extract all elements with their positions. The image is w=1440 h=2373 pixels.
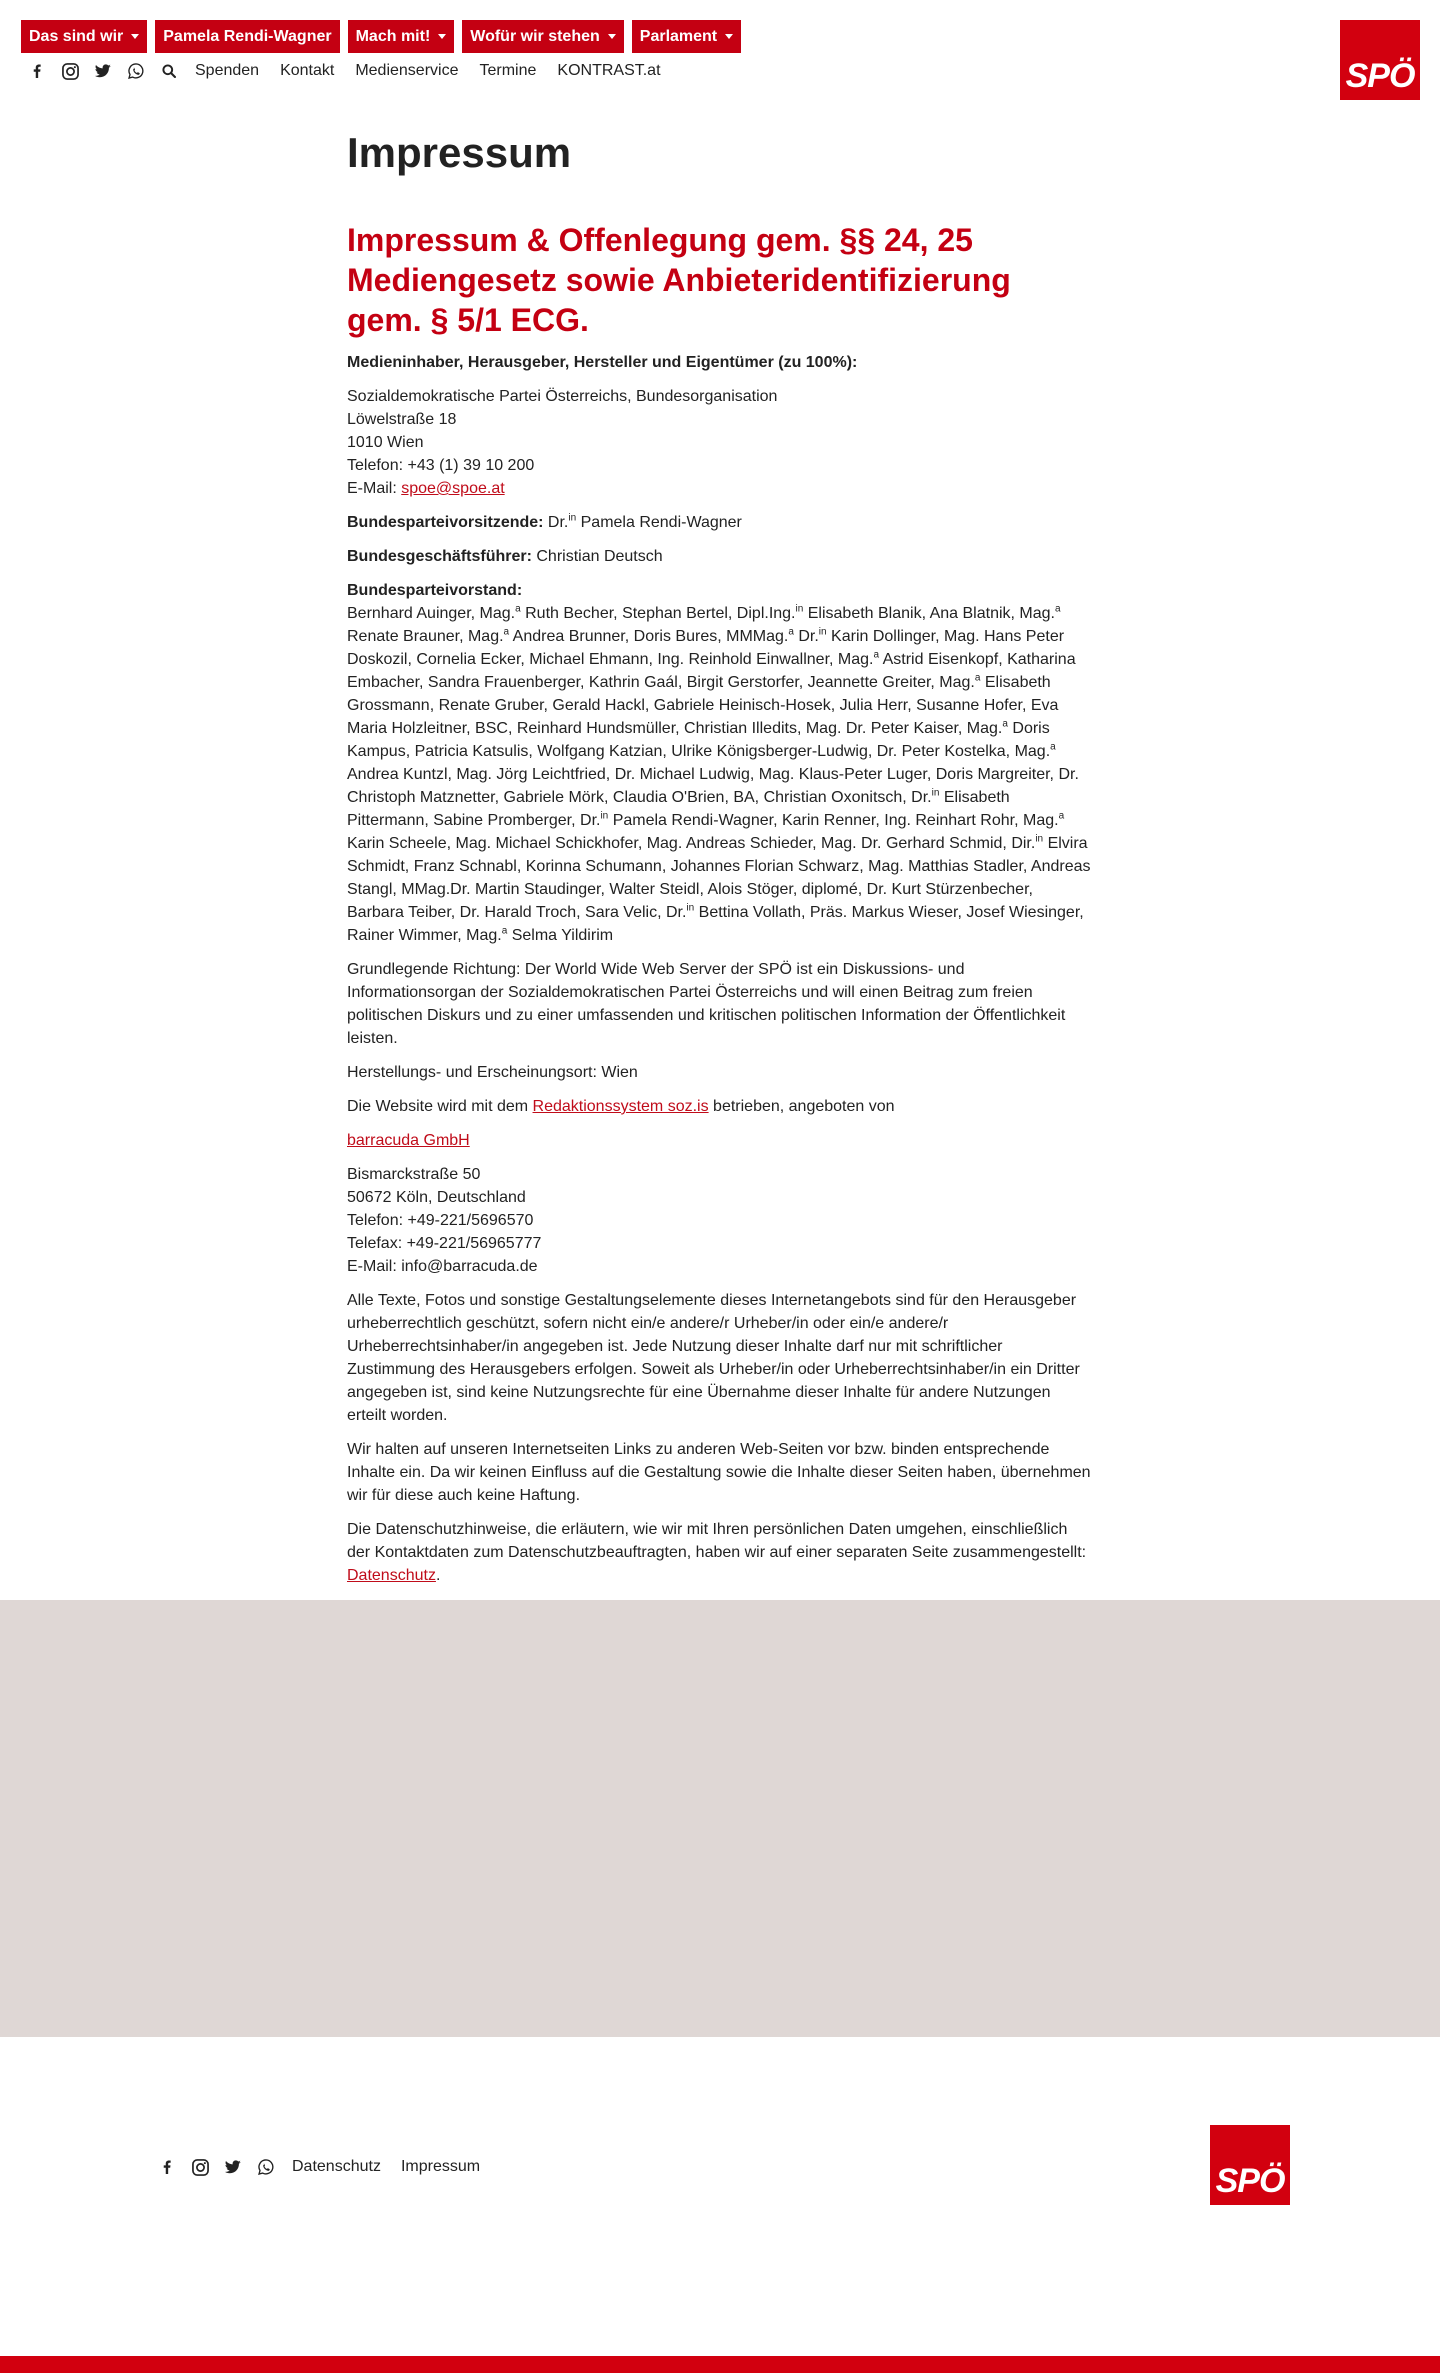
privacy-end: .: [435, 1567, 441, 1584]
board-member-text: Elisabeth Blanik, Ana Blatnik, Mag.: [803, 605, 1055, 622]
board-title-sup: in: [1035, 833, 1044, 845]
board-title-sup: a: [501, 925, 508, 937]
owner-heading: [347, 351, 1093, 374]
board-member-text: Pamela Rendi-Wagner, Karin Renner, Ing. Reinhart Rohr, Mag.: [608, 812, 1059, 829]
board-title-sup: a: [503, 626, 510, 638]
board-label: Bundesparteivorstand:: [347, 582, 523, 599]
caret-down-icon: [725, 34, 733, 39]
operator-post: betrieben, angeboten von: [708, 1098, 895, 1115]
whatsapp-icon[interactable]: [256, 2157, 276, 2177]
copyright-text: Alle Texte, Fotos und sonstige Gestaltungselemente dieses Internetangebots sind für den Herausgeber urheberrechtlich geschützt, sofern nicht ein/e andere/r Urheber/in oder ein/e andere/r Urheberrechtsinhaber/in angegeben ist. Jede Nutzung dieser Inhalte darf nur mit schriftlicher Zustimmung des Herausgebers erfolgen. Soweit als Urheber/in oder Urheberrechtsinhaber/in ein Dritter angegeben ist, sind keine Nutzungsrechte für eine Übernahme dieser Inhalte für andere Nutzungen erteilt worden.: [347, 1292, 1080, 1424]
board-member-text: Renate Brauner, Mag.: [347, 628, 504, 645]
company-fax: Telefax: +49-221/56965777: [347, 1235, 542, 1252]
address-phone: Telefon: +43 (1) 39 10 200: [347, 457, 535, 474]
privacy-text: [347, 1518, 1093, 1587]
company-address: [347, 1163, 1093, 1278]
facebook-icon[interactable]: [27, 61, 47, 81]
footer-navigation: [157, 2157, 480, 2177]
board-title-sup: a: [788, 626, 794, 638]
board-member-text: Dr.: [793, 628, 819, 645]
chair-name: Pamela Rendi-Wagner: [576, 514, 742, 531]
search-icon[interactable]: [159, 61, 179, 81]
party-manager: [347, 545, 1093, 568]
chair-prefix: Dr.: [543, 514, 569, 531]
board-member-text: Ruth Becher, Stephan Bertel, Dipl.Ing.: [520, 605, 796, 622]
address-city: 1010 Wien: [347, 434, 424, 451]
whatsapp-icon[interactable]: [126, 61, 146, 81]
manager-name: Christian Deutsch: [531, 548, 663, 565]
nav-label: Mach mit!: [355, 28, 431, 45]
nav-pamela-rendi-wagner[interactable]: [155, 20, 339, 53]
address-email-label: E-Mail:: [347, 480, 402, 497]
board-title-sup: a: [515, 603, 521, 615]
nav-label: Wofür wir stehen: [470, 28, 600, 45]
link-termine[interactable]: Termine: [479, 62, 537, 79]
address-org: Sozialdemokratische Partei Österreichs, Bundesorganisation: [347, 388, 778, 405]
twitter-icon[interactable]: [223, 2157, 243, 2177]
place-text: Herstellungs- und Erscheinungsort: Wien: [347, 1064, 638, 1081]
link-spenden[interactable]: Spenden: [195, 62, 260, 79]
board-member-text: Karin Scheele, Mag. Michael Schickhofer, Mag. Andreas Schieder, Mag. Dr. Gerhard Schmid, Dir.: [347, 835, 1036, 852]
link-kontrast[interactable]: KONTRAST.at: [557, 62, 661, 79]
address-street: Löwelstraße 18: [347, 411, 457, 428]
caret-down-icon: [131, 34, 139, 39]
bottom-red-bar: [0, 2356, 1440, 2373]
spoe-logo[interactable]: [1340, 20, 1420, 100]
secondary-links: [195, 62, 661, 80]
company-city: 50672 Köln, Deutschland: [347, 1189, 526, 1206]
board-member-text: Elisabeth Pittermann, Sabine Promberger, Dr.: [347, 789, 1010, 829]
secondary-navigation: [27, 61, 661, 81]
logo-text: SPÖ: [1215, 2162, 1285, 2200]
board-title-sup: a: [1058, 810, 1065, 822]
board-title-sup: a: [974, 672, 981, 684]
company-email: E-Mail: info@barracuda.de: [347, 1258, 538, 1275]
privacy-intro: Die Datenschutzhinweise, die erläutern, wie wir mit Ihren persönlichen Daten umgehen, einschließlich der Kontaktdaten zum Datenschutzbeauftragten, haben wir auf einer separaten Seite zusammengestellt:: [347, 1521, 1087, 1561]
footer-spoe-logo[interactable]: [1210, 2125, 1290, 2205]
main-content: [347, 128, 1093, 1587]
board-title-sup: a: [1050, 741, 1056, 753]
board-title-sup: a: [873, 649, 880, 661]
logo-text: SPÖ: [1345, 57, 1415, 95]
nav-mach-mit[interactable]: [348, 20, 455, 53]
board-title-sup: in: [686, 902, 695, 914]
links-disclaimer: Wir halten auf unseren Internetseiten Links zu anderen Web-Seiten vor bzw. binden entsprechende Inhalte ein. Da wir keinen Einfluss auf die Gestaltung sowie die Inhalte dieser Seiten haben, übernehmen wir für diese auch keine Haftung.: [347, 1441, 1091, 1504]
board-member-text: Doris Kampus, Patricia Katsulis, Wolfgang Katzian, Ulrike Königsberger-Ludwig, Dr. Peter Kostelka, Mag.: [347, 720, 1051, 760]
operator-pre: Die Website wird mit dem: [347, 1098, 533, 1115]
caret-down-icon: [608, 34, 616, 39]
board-title-sup: in: [931, 787, 940, 799]
party-chair: [347, 511, 1093, 534]
operator-text: [347, 1095, 1093, 1118]
board-member-list: [347, 605, 1091, 944]
facebook-icon[interactable]: [157, 2157, 177, 2177]
owner-heading-text: Medieninhaber, Herausgeber, Hersteller und Eigentümer (zu 100%):: [347, 354, 858, 371]
chair-label: Bundesparteivorsitzende:: [347, 514, 544, 531]
chair-sup: in: [568, 512, 577, 524]
board-title-sup: a: [1055, 603, 1061, 615]
impressum-heading: Impressum & Offenlegung gem. §§ 24, 25 Mediengesetz sowie Anbieteridentifizierung gem. § 5/1 ECG.: [347, 222, 1011, 338]
link-medienservice[interactable]: Medienservice: [355, 62, 459, 79]
nav-wofuer-wir-stehen[interactable]: [462, 20, 624, 53]
instagram-icon[interactable]: [190, 2157, 210, 2177]
link-kontakt[interactable]: Kontakt: [280, 62, 335, 79]
company-link[interactable]: barracuda GmbH: [347, 1132, 470, 1149]
manager-label: Bundesgeschäftsführer:: [347, 548, 532, 565]
owner-address: [347, 385, 1093, 500]
nav-label: Parlament: [639, 28, 718, 45]
cms-link[interactable]: Redaktionssystem soz.is: [532, 1098, 709, 1115]
board-member-text: Andrea Kuntzl, Mag. Jörg Leichtfried, Dr. Michael Ludwig, Mag. Klaus-Peter Luger, Doris Margreiter, Dr. Christoph Matznetter, Gabriele Mörk, Claudia O'Brien, BA, Christian Oxonitsch, Dr.: [347, 766, 1079, 806]
footer-links: [292, 2158, 480, 2176]
nav-label: Pamela Rendi-Wagner: [163, 28, 332, 45]
twitter-icon[interactable]: [93, 61, 113, 81]
party-board: [347, 579, 1093, 947]
email-link[interactable]: spoe@spoe.at: [401, 480, 505, 497]
footer-link-impressum[interactable]: Impressum: [400, 2158, 481, 2175]
board-member-text: Astrid Eisenkopf, Katharina Embacher, Sandra Frauenberger, Kathrin Gaál, Birgit Gerstorfer, Jeannette Greiter, Mag.: [347, 651, 1076, 691]
nav-parlament[interactable]: [632, 20, 741, 53]
company-phone: Telefon: +49-221/5696570: [347, 1212, 534, 1229]
instagram-icon[interactable]: [60, 61, 80, 81]
board-member-text: Bettina Vollath, Präs. Markus Wieser, Josef Wiesinger, Rainer Wimmer, Mag.: [347, 904, 1084, 944]
board-title-sup: a: [1002, 718, 1008, 730]
footer-band: [0, 1600, 1440, 2037]
footer-link-datenschutz[interactable]: Datenschutz: [292, 2158, 381, 2175]
board-title-sup: in: [818, 626, 827, 638]
privacy-link[interactable]: Datenschutz: [347, 1567, 436, 1584]
board-member-text: Karin Dollinger, Mag. Hans Peter Doskozil, Cornelia Ecker, Michael Ehmann, Ing. Reinhold Einwallner, Mag.: [347, 628, 1065, 668]
page-title: Impressum: [347, 129, 572, 176]
nav-label: Das sind wir: [29, 28, 124, 45]
board-title-sup: in: [795, 603, 804, 615]
company-name: [347, 1129, 1093, 1152]
site-header: [0, 0, 1440, 108]
board-title-sup: in: [600, 810, 609, 822]
caret-down-icon: [438, 34, 446, 39]
nav-das-sind-wir[interactable]: [21, 20, 147, 53]
board-member-text: Selma Yildirim: [507, 927, 614, 944]
board-member-text: Elisabeth Grossmann, Renate Gruber, Gerald Hackl, Gabriele Heinisch-Hosek, Julia Herr, Susanne Hofer, Eva Maria Holzleitner, BSC, Reinhard Hundsmüller, Christian Illedits, Mag. Dr. Peter Kaiser, Mag.: [347, 674, 1059, 737]
main-navigation: [21, 20, 741, 53]
board-member-text: Elvira Schmidt, Franz Schnabl, Korinna Schumann, Johannes Florian Schwarz, Mag. Matthias Stadler, Andreas Stangl, MMag.Dr. Martin Staudinger, Walter Steidl, Alois Stöger, diplomé, Dr. Kurt Stürzenbecher, Barbara Teiber, Dr. Harald Troch, Sara Velic, Dr.: [347, 835, 1091, 921]
board-member-text: Bernhard Auinger, Mag.: [347, 605, 516, 622]
direction-text: Grundlegende Richtung: Der World Wide Web Server der SPÖ ist ein Diskussions- und Informationsorgan der Sozialdemokratischen Partei Österreichs und will einen Beitrag zum freien politischen Diskurs und zu einer umfassenden und kritischen politischen Information der Öffentlichkeit leisten.: [347, 961, 1066, 1047]
company-street: Bismarckstraße 50: [347, 1166, 481, 1183]
board-member-text: Andrea Brunner, Doris Bures, MMMag.: [509, 628, 789, 645]
